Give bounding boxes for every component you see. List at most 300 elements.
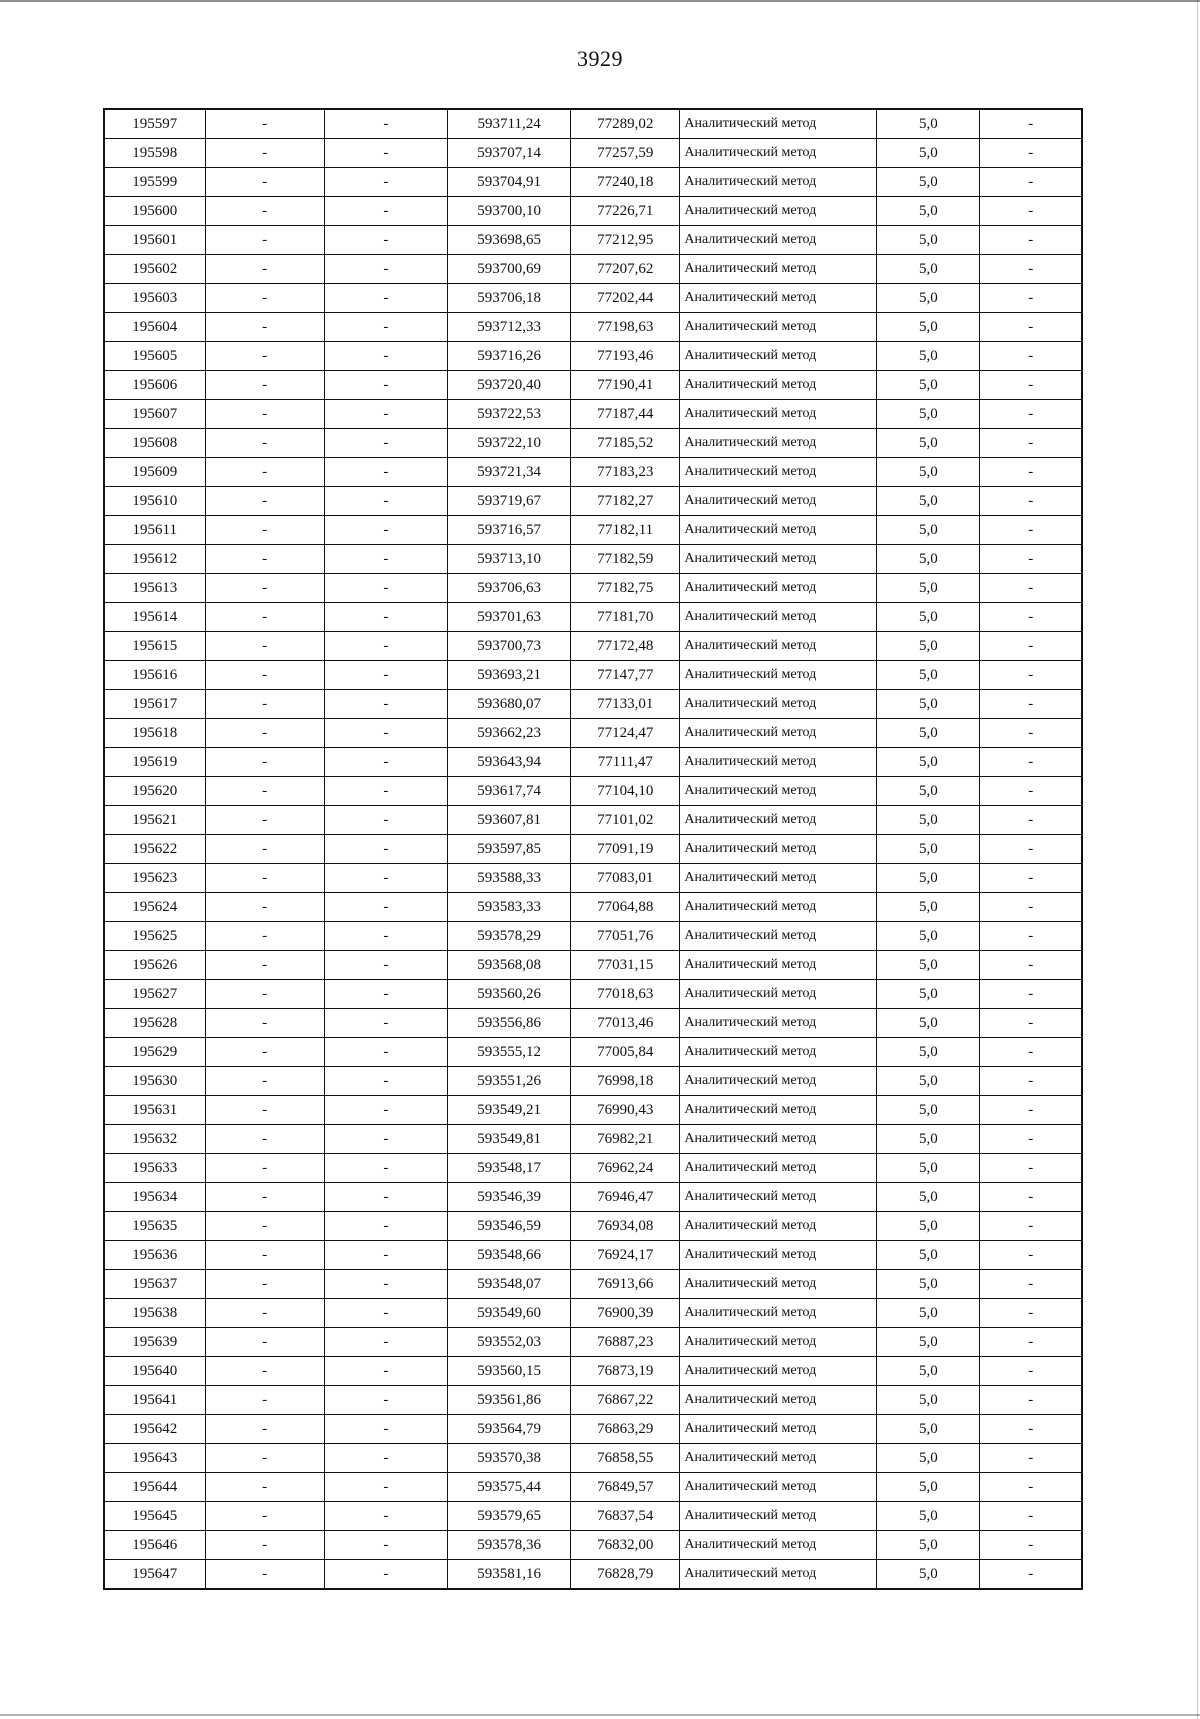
note-cell: - [980, 748, 1082, 777]
y-coordinate-cell: 76863,29 [571, 1415, 680, 1444]
y-coordinate-cell: 76998,18 [571, 1067, 680, 1096]
accuracy-cell: 5,0 [877, 1154, 980, 1183]
x-coordinate-cell: 593549,60 [448, 1299, 571, 1328]
method-cell: Аналитический метод [680, 371, 877, 400]
empty-cell-1: - [205, 226, 324, 255]
note-cell: - [980, 1038, 1082, 1067]
empty-cell-1: - [205, 748, 324, 777]
point-number-cell: 195636 [104, 1241, 205, 1270]
note-cell: - [980, 1096, 1082, 1125]
x-coordinate-cell: 593548,66 [448, 1241, 571, 1270]
y-coordinate-cell: 77190,41 [571, 371, 680, 400]
table-row [104, 1560, 1082, 1590]
note-cell: - [980, 1270, 1082, 1299]
empty-cell-1: - [205, 1067, 324, 1096]
accuracy-cell: 5,0 [877, 1415, 980, 1444]
point-number-cell: 195626 [104, 951, 205, 980]
table-row [104, 1125, 1082, 1154]
method-cell: Аналитический метод [680, 922, 877, 951]
y-coordinate-cell: 77198,63 [571, 313, 680, 342]
point-number-cell: 195620 [104, 777, 205, 806]
point-number-cell: 195640 [104, 1357, 205, 1386]
accuracy-cell: 5,0 [877, 284, 980, 313]
empty-cell-2: - [324, 1009, 447, 1038]
table-body [104, 109, 1082, 1589]
accuracy-cell: 5,0 [877, 458, 980, 487]
note-cell: - [980, 1386, 1082, 1415]
accuracy-cell: 5,0 [877, 1125, 980, 1154]
accuracy-cell: 5,0 [877, 1328, 980, 1357]
empty-cell-2: - [324, 835, 447, 864]
empty-cell-2: - [324, 951, 447, 980]
empty-cell-1: - [205, 1328, 324, 1357]
note-cell: - [980, 1328, 1082, 1357]
accuracy-cell: 5,0 [877, 1241, 980, 1270]
method-cell: Аналитический метод [680, 574, 877, 603]
x-coordinate-cell: 593560,15 [448, 1357, 571, 1386]
empty-cell-2: - [324, 980, 447, 1009]
point-number-cell: 195631 [104, 1096, 205, 1125]
note-cell: - [980, 109, 1082, 139]
empty-cell-1: - [205, 1299, 324, 1328]
accuracy-cell: 5,0 [877, 603, 980, 632]
empty-cell-2: - [324, 545, 447, 574]
note-cell: - [980, 980, 1082, 1009]
note-cell: - [980, 951, 1082, 980]
y-coordinate-cell: 77289,02 [571, 109, 680, 139]
method-cell: Аналитический метод [680, 1299, 877, 1328]
accuracy-cell: 5,0 [877, 806, 980, 835]
y-coordinate-cell: 77240,18 [571, 168, 680, 197]
table-row [104, 690, 1082, 719]
x-coordinate-cell: 593568,08 [448, 951, 571, 980]
x-coordinate-cell: 593561,86 [448, 1386, 571, 1415]
note-cell: - [980, 545, 1082, 574]
empty-cell-1: - [205, 1212, 324, 1241]
note-cell: - [980, 632, 1082, 661]
point-number-cell: 195612 [104, 545, 205, 574]
empty-cell-1: - [205, 342, 324, 371]
method-cell: Аналитический метод [680, 1531, 877, 1560]
method-cell: Аналитический метод [680, 1444, 877, 1473]
y-coordinate-cell: 76858,55 [571, 1444, 680, 1473]
accuracy-cell: 5,0 [877, 168, 980, 197]
empty-cell-2: - [324, 748, 447, 777]
y-coordinate-cell: 76832,00 [571, 1531, 680, 1560]
method-cell: Аналитический метод [680, 1473, 877, 1502]
table-row [104, 139, 1082, 168]
table-row [104, 487, 1082, 516]
point-number-cell: 195601 [104, 226, 205, 255]
accuracy-cell: 5,0 [877, 516, 980, 545]
method-cell: Аналитический метод [680, 226, 877, 255]
note-cell: - [980, 458, 1082, 487]
accuracy-cell: 5,0 [877, 313, 980, 342]
y-coordinate-cell: 76934,08 [571, 1212, 680, 1241]
y-coordinate-cell: 77104,10 [571, 777, 680, 806]
y-coordinate-cell: 76913,66 [571, 1270, 680, 1299]
table-row [104, 951, 1082, 980]
accuracy-cell: 5,0 [877, 1270, 980, 1299]
empty-cell-1: - [205, 168, 324, 197]
note-cell: - [980, 516, 1082, 545]
note-cell: - [980, 1009, 1082, 1038]
method-cell: Аналитический метод [680, 168, 877, 197]
empty-cell-1: - [205, 1444, 324, 1473]
note-cell: - [980, 1212, 1082, 1241]
table-row [104, 1415, 1082, 1444]
empty-cell-1: - [205, 458, 324, 487]
x-coordinate-cell: 593707,14 [448, 139, 571, 168]
method-cell: Аналитический метод [680, 1183, 877, 1212]
x-coordinate-cell: 593588,33 [448, 864, 571, 893]
x-coordinate-cell: 593570,38 [448, 1444, 571, 1473]
accuracy-cell: 5,0 [877, 1357, 980, 1386]
note-cell: - [980, 313, 1082, 342]
empty-cell-1: - [205, 255, 324, 284]
x-coordinate-cell: 593700,10 [448, 197, 571, 226]
x-coordinate-cell: 593546,39 [448, 1183, 571, 1212]
empty-cell-2: - [324, 197, 447, 226]
empty-cell-2: - [324, 1154, 447, 1183]
point-number-cell: 195619 [104, 748, 205, 777]
y-coordinate-cell: 77005,84 [571, 1038, 680, 1067]
note-cell: - [980, 1502, 1082, 1531]
y-coordinate-cell: 77185,52 [571, 429, 680, 458]
method-cell: Аналитический метод [680, 1096, 877, 1125]
empty-cell-2: - [324, 1096, 447, 1125]
empty-cell-1: - [205, 835, 324, 864]
point-number-cell: 195645 [104, 1502, 205, 1531]
empty-cell-2: - [324, 284, 447, 313]
empty-cell-2: - [324, 922, 447, 951]
note-cell: - [980, 1560, 1082, 1590]
table-row [104, 109, 1082, 139]
table-row [104, 1386, 1082, 1415]
x-coordinate-cell: 593716,26 [448, 342, 571, 371]
accuracy-cell: 5,0 [877, 139, 980, 168]
table-row [104, 429, 1082, 458]
accuracy-cell: 5,0 [877, 690, 980, 719]
note-cell: - [980, 922, 1082, 951]
x-coordinate-cell: 593722,10 [448, 429, 571, 458]
note-cell: - [980, 864, 1082, 893]
y-coordinate-cell: 77182,59 [571, 545, 680, 574]
empty-cell-2: - [324, 1328, 447, 1357]
accuracy-cell: 5,0 [877, 951, 980, 980]
empty-cell-1: - [205, 922, 324, 951]
method-cell: Аналитический метод [680, 197, 877, 226]
x-coordinate-cell: 593548,17 [448, 1154, 571, 1183]
y-coordinate-cell: 76849,57 [571, 1473, 680, 1502]
y-coordinate-cell: 76946,47 [571, 1183, 680, 1212]
point-number-cell: 195597 [104, 109, 205, 139]
note-cell: - [980, 1154, 1082, 1183]
empty-cell-2: - [324, 487, 447, 516]
accuracy-cell: 5,0 [877, 574, 980, 603]
method-cell: Аналитический метод [680, 284, 877, 313]
x-coordinate-cell: 593712,33 [448, 313, 571, 342]
note-cell: - [980, 719, 1082, 748]
method-cell: Аналитический метод [680, 777, 877, 806]
table-row [104, 1067, 1082, 1096]
y-coordinate-cell: 77181,70 [571, 603, 680, 632]
point-number-cell: 195637 [104, 1270, 205, 1299]
y-coordinate-cell: 77101,02 [571, 806, 680, 835]
point-number-cell: 195632 [104, 1125, 205, 1154]
note-cell: - [980, 284, 1082, 313]
x-coordinate-cell: 593549,21 [448, 1096, 571, 1125]
accuracy-cell: 5,0 [877, 1531, 980, 1560]
empty-cell-2: - [324, 1357, 447, 1386]
y-coordinate-cell: 77202,44 [571, 284, 680, 313]
empty-cell-1: - [205, 1560, 324, 1590]
method-cell: Аналитический метод [680, 1328, 877, 1357]
empty-cell-1: - [205, 1183, 324, 1212]
note-cell: - [980, 400, 1082, 429]
method-cell: Аналитический метод [680, 313, 877, 342]
point-number-cell: 195622 [104, 835, 205, 864]
empty-cell-1: - [205, 690, 324, 719]
table-row [104, 371, 1082, 400]
y-coordinate-cell: 76900,39 [571, 1299, 680, 1328]
accuracy-cell: 5,0 [877, 1096, 980, 1125]
y-coordinate-cell: 77182,75 [571, 574, 680, 603]
table-row [104, 197, 1082, 226]
empty-cell-2: - [324, 168, 447, 197]
table-row [104, 1038, 1082, 1067]
accuracy-cell: 5,0 [877, 487, 980, 516]
empty-cell-1: - [205, 1473, 324, 1502]
point-number-cell: 195643 [104, 1444, 205, 1473]
table-row [104, 400, 1082, 429]
x-coordinate-cell: 593546,59 [448, 1212, 571, 1241]
table-row [104, 1473, 1082, 1502]
point-number-cell: 195624 [104, 893, 205, 922]
accuracy-cell: 5,0 [877, 922, 980, 951]
x-coordinate-cell: 593581,16 [448, 1560, 571, 1590]
point-number-cell: 195625 [104, 922, 205, 951]
x-coordinate-cell: 593700,69 [448, 255, 571, 284]
table-row [104, 313, 1082, 342]
empty-cell-2: - [324, 661, 447, 690]
method-cell: Аналитический метод [680, 400, 877, 429]
x-coordinate-cell: 593551,26 [448, 1067, 571, 1096]
x-coordinate-cell: 593662,23 [448, 719, 571, 748]
x-coordinate-cell: 593706,63 [448, 574, 571, 603]
x-coordinate-cell: 593721,34 [448, 458, 571, 487]
table-row [104, 835, 1082, 864]
empty-cell-1: - [205, 545, 324, 574]
note-cell: - [980, 1357, 1082, 1386]
empty-cell-2: - [324, 516, 447, 545]
empty-cell-1: - [205, 574, 324, 603]
table-row [104, 284, 1082, 313]
y-coordinate-cell: 77091,19 [571, 835, 680, 864]
note-cell: - [980, 487, 1082, 516]
accuracy-cell: 5,0 [877, 1560, 980, 1590]
method-cell: Аналитический метод [680, 980, 877, 1009]
point-number-cell: 195613 [104, 574, 205, 603]
method-cell: Аналитический метод [680, 1502, 877, 1531]
method-cell: Аналитический метод [680, 109, 877, 139]
accuracy-cell: 5,0 [877, 748, 980, 777]
method-cell: Аналитический метод [680, 951, 877, 980]
method-cell: Аналитический метод [680, 748, 877, 777]
x-coordinate-cell: 593716,57 [448, 516, 571, 545]
accuracy-cell: 5,0 [877, 1212, 980, 1241]
y-coordinate-cell: 77133,01 [571, 690, 680, 719]
point-number-cell: 195639 [104, 1328, 205, 1357]
note-cell: - [980, 371, 1082, 400]
x-coordinate-cell: 593617,74 [448, 777, 571, 806]
accuracy-cell: 5,0 [877, 400, 980, 429]
empty-cell-2: - [324, 574, 447, 603]
empty-cell-1: - [205, 197, 324, 226]
x-coordinate-cell: 593698,65 [448, 226, 571, 255]
method-cell: Аналитический метод [680, 1125, 877, 1154]
empty-cell-1: - [205, 1531, 324, 1560]
empty-cell-2: - [324, 1502, 447, 1531]
accuracy-cell: 5,0 [877, 1473, 980, 1502]
x-coordinate-cell: 593578,36 [448, 1531, 571, 1560]
method-cell: Аналитический метод [680, 1154, 877, 1183]
point-number-cell: 195629 [104, 1038, 205, 1067]
note-cell: - [980, 1183, 1082, 1212]
table-row [104, 516, 1082, 545]
table-row [104, 893, 1082, 922]
accuracy-cell: 5,0 [877, 980, 980, 1009]
method-cell: Аналитический метод [680, 864, 877, 893]
empty-cell-1: - [205, 1386, 324, 1415]
empty-cell-2: - [324, 226, 447, 255]
y-coordinate-cell: 77182,11 [571, 516, 680, 545]
y-coordinate-cell: 77183,23 [571, 458, 680, 487]
y-coordinate-cell: 77013,46 [571, 1009, 680, 1038]
empty-cell-1: - [205, 371, 324, 400]
note-cell: - [980, 1444, 1082, 1473]
table-row [104, 1444, 1082, 1473]
note-cell: - [980, 893, 1082, 922]
point-number-cell: 195627 [104, 980, 205, 1009]
x-coordinate-cell: 593552,03 [448, 1328, 571, 1357]
method-cell: Аналитический метод [680, 516, 877, 545]
note-cell: - [980, 690, 1082, 719]
method-cell: Аналитический метод [680, 545, 877, 574]
x-coordinate-cell: 593578,29 [448, 922, 571, 951]
method-cell: Аналитический метод [680, 661, 877, 690]
accuracy-cell: 5,0 [877, 835, 980, 864]
x-coordinate-cell: 593607,81 [448, 806, 571, 835]
y-coordinate-cell: 76867,22 [571, 1386, 680, 1415]
empty-cell-2: - [324, 429, 447, 458]
point-number-cell: 195618 [104, 719, 205, 748]
accuracy-cell: 5,0 [877, 632, 980, 661]
x-coordinate-cell: 593556,86 [448, 1009, 571, 1038]
x-coordinate-cell: 593700,73 [448, 632, 571, 661]
point-number-cell: 195644 [104, 1473, 205, 1502]
table-row [104, 1270, 1082, 1299]
empty-cell-1: - [205, 1270, 324, 1299]
method-cell: Аналитический метод [680, 1386, 877, 1415]
y-coordinate-cell: 76887,23 [571, 1328, 680, 1357]
accuracy-cell: 5,0 [877, 864, 980, 893]
accuracy-cell: 5,0 [877, 1038, 980, 1067]
accuracy-cell: 5,0 [877, 1067, 980, 1096]
method-cell: Аналитический метод [680, 806, 877, 835]
note-cell: - [980, 1531, 1082, 1560]
empty-cell-2: - [324, 603, 447, 632]
note-cell: - [980, 342, 1082, 371]
point-number-cell: 195603 [104, 284, 205, 313]
note-cell: - [980, 226, 1082, 255]
point-number-cell: 195642 [104, 1415, 205, 1444]
note-cell: - [980, 1125, 1082, 1154]
empty-cell-2: - [324, 255, 447, 284]
empty-cell-1: - [205, 719, 324, 748]
method-cell: Аналитический метод [680, 139, 877, 168]
point-number-cell: 195641 [104, 1386, 205, 1415]
method-cell: Аналитический метод [680, 1241, 877, 1270]
method-cell: Аналитический метод [680, 1270, 877, 1299]
y-coordinate-cell: 76873,19 [571, 1357, 680, 1386]
point-number-cell: 195623 [104, 864, 205, 893]
note-cell: - [980, 255, 1082, 284]
empty-cell-1: - [205, 1154, 324, 1183]
table-row [104, 661, 1082, 690]
method-cell: Аналитический метод [680, 893, 877, 922]
table-row [104, 1299, 1082, 1328]
empty-cell-1: - [205, 864, 324, 893]
y-coordinate-cell: 77124,47 [571, 719, 680, 748]
point-number-cell: 195621 [104, 806, 205, 835]
note-cell: - [980, 603, 1082, 632]
table-row [104, 1328, 1082, 1357]
x-coordinate-cell: 593549,81 [448, 1125, 571, 1154]
method-cell: Аналитический метод [680, 342, 877, 371]
x-coordinate-cell: 593597,85 [448, 835, 571, 864]
accuracy-cell: 5,0 [877, 1502, 980, 1531]
point-number-cell: 195602 [104, 255, 205, 284]
y-coordinate-cell: 77257,59 [571, 139, 680, 168]
note-cell: - [980, 1415, 1082, 1444]
x-coordinate-cell: 593706,18 [448, 284, 571, 313]
accuracy-cell: 5,0 [877, 109, 980, 139]
note-cell: - [980, 661, 1082, 690]
empty-cell-2: - [324, 139, 447, 168]
point-number-cell: 195638 [104, 1299, 205, 1328]
empty-cell-2: - [324, 342, 447, 371]
table-row [104, 1502, 1082, 1531]
table-row [104, 168, 1082, 197]
method-cell: Аналитический метод [680, 835, 877, 864]
y-coordinate-cell: 76924,17 [571, 1241, 680, 1270]
empty-cell-1: - [205, 1009, 324, 1038]
table-row [104, 1357, 1082, 1386]
table-row [104, 748, 1082, 777]
empty-cell-2: - [324, 1444, 447, 1473]
empty-cell-2: - [324, 1560, 447, 1590]
table-row [104, 864, 1082, 893]
point-number-cell: 195611 [104, 516, 205, 545]
point-number-cell: 195630 [104, 1067, 205, 1096]
empty-cell-1: - [205, 603, 324, 632]
x-coordinate-cell: 593560,26 [448, 980, 571, 1009]
x-coordinate-cell: 593564,79 [448, 1415, 571, 1444]
empty-cell-2: - [324, 632, 447, 661]
empty-cell-2: - [324, 1038, 447, 1067]
empty-cell-1: - [205, 893, 324, 922]
